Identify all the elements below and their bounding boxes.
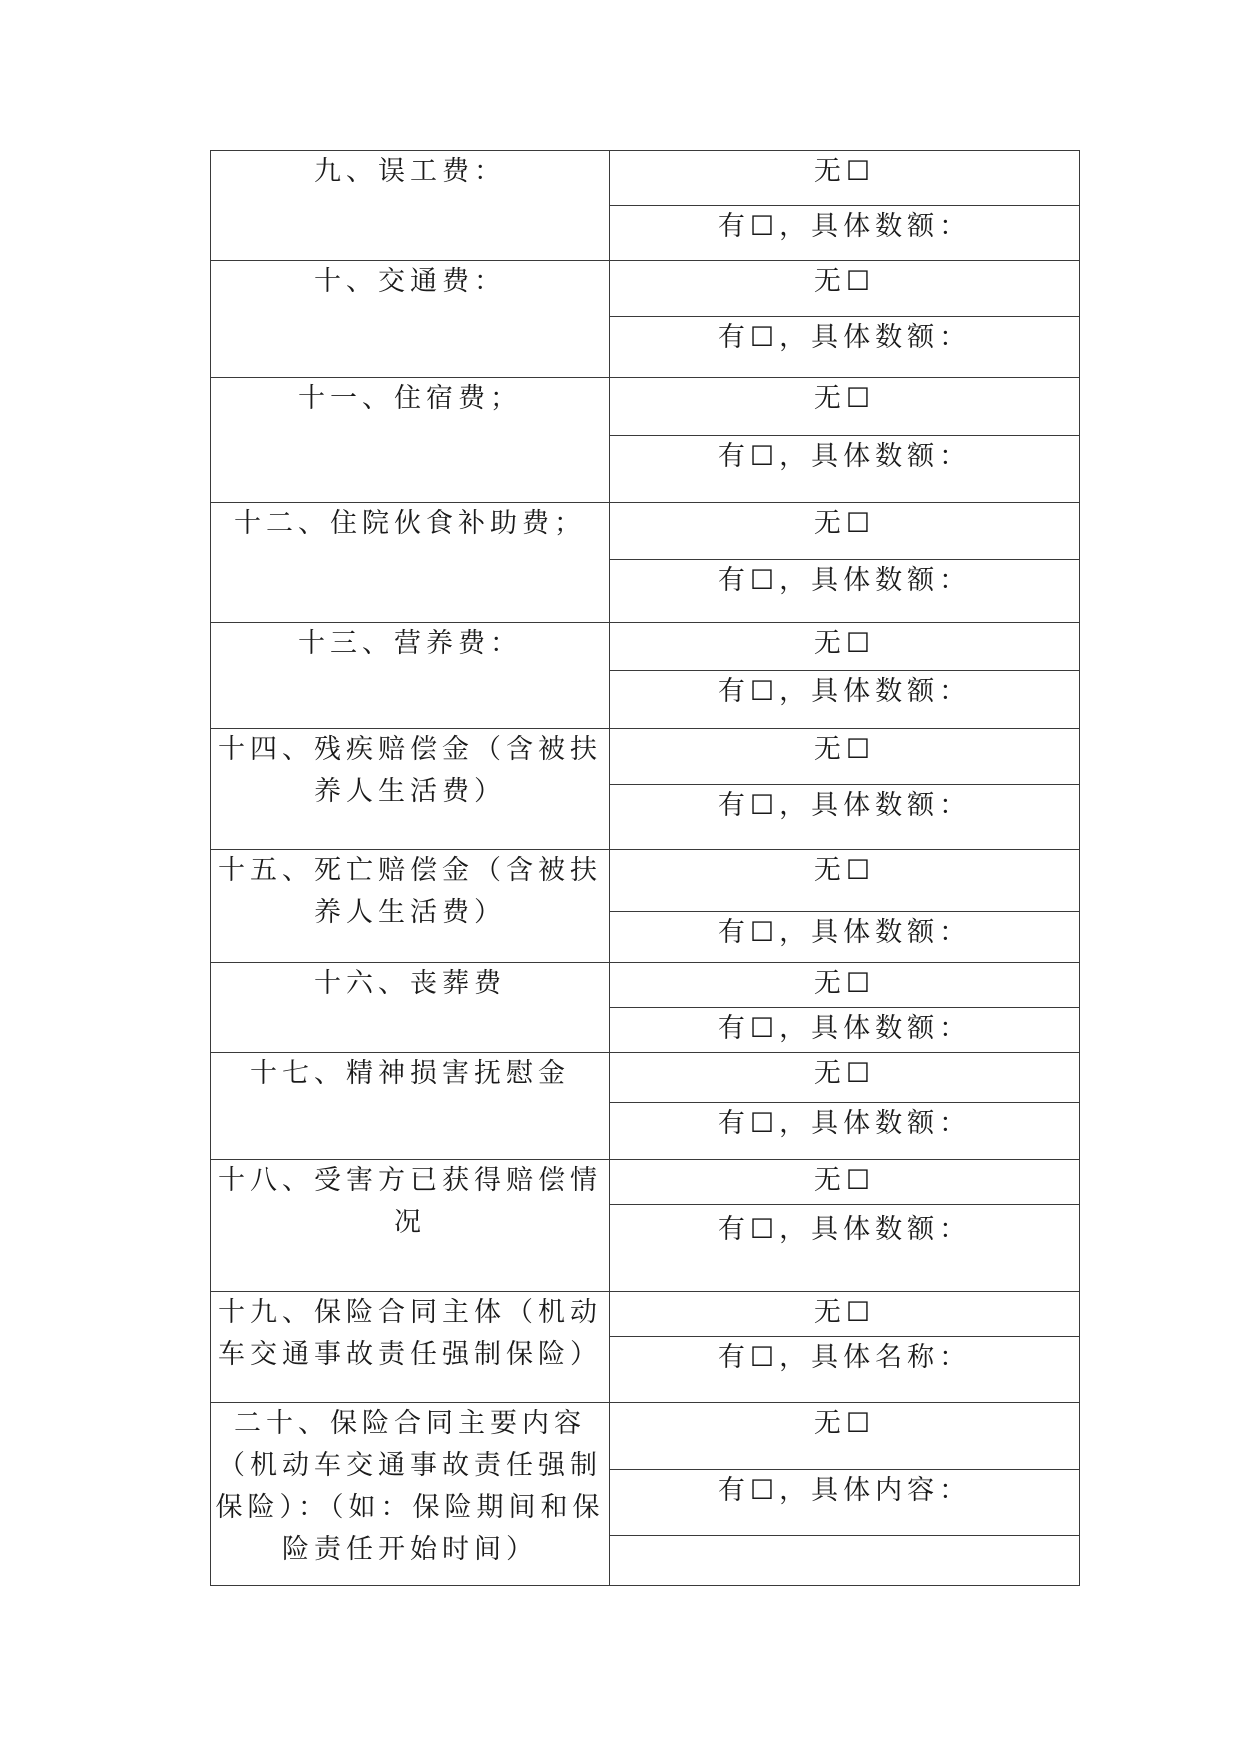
option-has-amount-cell[interactable] xyxy=(610,912,1080,963)
compensation-form-table xyxy=(210,150,1080,1586)
option-has-amount-cell[interactable] xyxy=(610,560,1080,623)
row-label-funeral: 十六、丧葬费 xyxy=(211,963,610,1053)
option-has-content-label: 有☐，具体内容： xyxy=(717,1475,972,1506)
option-none-cell[interactable] xyxy=(610,1053,1080,1103)
option-has-amount-cell[interactable] xyxy=(610,1008,1080,1053)
option-none-label: 无☐ xyxy=(813,968,876,999)
option-none-cell[interactable] xyxy=(610,503,1080,560)
row-label-insurance-party: 十九、保险合同主体（机动车交通事故责任强制保险） xyxy=(211,1292,610,1403)
option-none-cell[interactable] xyxy=(610,378,1080,436)
option-has-amount-label: 有☐，具体数额： xyxy=(717,917,972,948)
row-label-death: 十五、死亡赔偿金（含被扶养人生活费） xyxy=(211,850,610,963)
row-label-insurance-contents: 二十、保险合同主要内容（机动车交通事故责任强制保险）：（如：保险期间和保险责任开始时间） xyxy=(211,1403,610,1586)
option-has-amount-cell[interactable] xyxy=(610,785,1080,850)
option-none-cell[interactable] xyxy=(610,963,1080,1008)
option-has-amount-label: 有☐，具体数额： xyxy=(717,676,972,707)
option-has-amount-cell[interactable] xyxy=(610,671,1080,729)
row-label-lost-wages: 九、误工费： xyxy=(211,151,610,261)
option-has-name-cell[interactable] xyxy=(610,1337,1080,1403)
option-none-cell[interactable] xyxy=(610,1160,1080,1205)
option-has-amount-label: 有☐，具体数额： xyxy=(717,1013,972,1044)
option-none-cell[interactable] xyxy=(610,261,1080,317)
option-none-label: 无☐ xyxy=(813,266,876,297)
option-none-cell[interactable] xyxy=(610,151,1080,206)
option-has-amount-label: 有☐，具体数额： xyxy=(717,1108,972,1139)
row-label-mental-damage: 十七、精神损害抚慰金 xyxy=(211,1053,610,1160)
option-has-amount-label: 有☐，具体数额： xyxy=(717,441,972,472)
option-none-label: 无☐ xyxy=(813,383,876,414)
row-label-disability: 十四、残疾赔偿金（含被扶养人生活费） xyxy=(211,729,610,850)
row-label-received-compensation: 十八、受害方已获得赔偿情况 xyxy=(211,1160,610,1292)
row-label-lodging: 十一、住宿费； xyxy=(211,378,610,503)
option-has-content-cell[interactable] xyxy=(610,1470,1080,1536)
option-none-label: 无☐ xyxy=(813,628,876,659)
option-has-amount-cell[interactable] xyxy=(610,436,1080,503)
option-none-label: 无☐ xyxy=(813,1165,876,1196)
option-has-amount-label: 有☐，具体数额： xyxy=(717,1214,972,1245)
option-has-name-label: 有☐，具体名称： xyxy=(717,1342,972,1373)
option-none-label: 无☐ xyxy=(813,1058,876,1089)
option-none-label: 无☐ xyxy=(813,1408,876,1439)
option-none-label: 无☐ xyxy=(813,855,876,886)
option-has-amount-label: 有☐，具体数额： xyxy=(717,211,972,242)
option-has-amount-label: 有☐，具体数额： xyxy=(717,565,972,596)
option-has-amount-cell[interactable] xyxy=(610,317,1080,378)
row-label-transport: 十、交通费： xyxy=(211,261,610,378)
option-none-cell[interactable] xyxy=(610,850,1080,912)
option-none-label: 无☐ xyxy=(813,734,876,765)
option-has-amount-cell[interactable] xyxy=(610,1205,1080,1292)
option-none-cell[interactable] xyxy=(610,1403,1080,1470)
option-none-label: 无☐ xyxy=(813,1297,876,1328)
option-none-cell[interactable] xyxy=(610,623,1080,671)
row-label-nutrition: 十三、营养费： xyxy=(211,623,610,729)
content-blank-cell[interactable] xyxy=(610,1536,1080,1586)
option-none-cell[interactable] xyxy=(610,729,1080,785)
row-label-hospital-meal: 十二、住院伙食补助费； xyxy=(211,503,610,623)
option-none-label: 无☐ xyxy=(813,508,876,539)
option-has-amount-cell[interactable] xyxy=(610,206,1080,261)
option-has-amount-label: 有☐，具体数额： xyxy=(717,790,972,821)
option-has-amount-cell[interactable] xyxy=(610,1103,1080,1160)
option-has-amount-label: 有☐，具体数额： xyxy=(717,322,972,353)
option-none-label: 无☐ xyxy=(813,156,876,187)
option-none-cell[interactable] xyxy=(610,1292,1080,1337)
